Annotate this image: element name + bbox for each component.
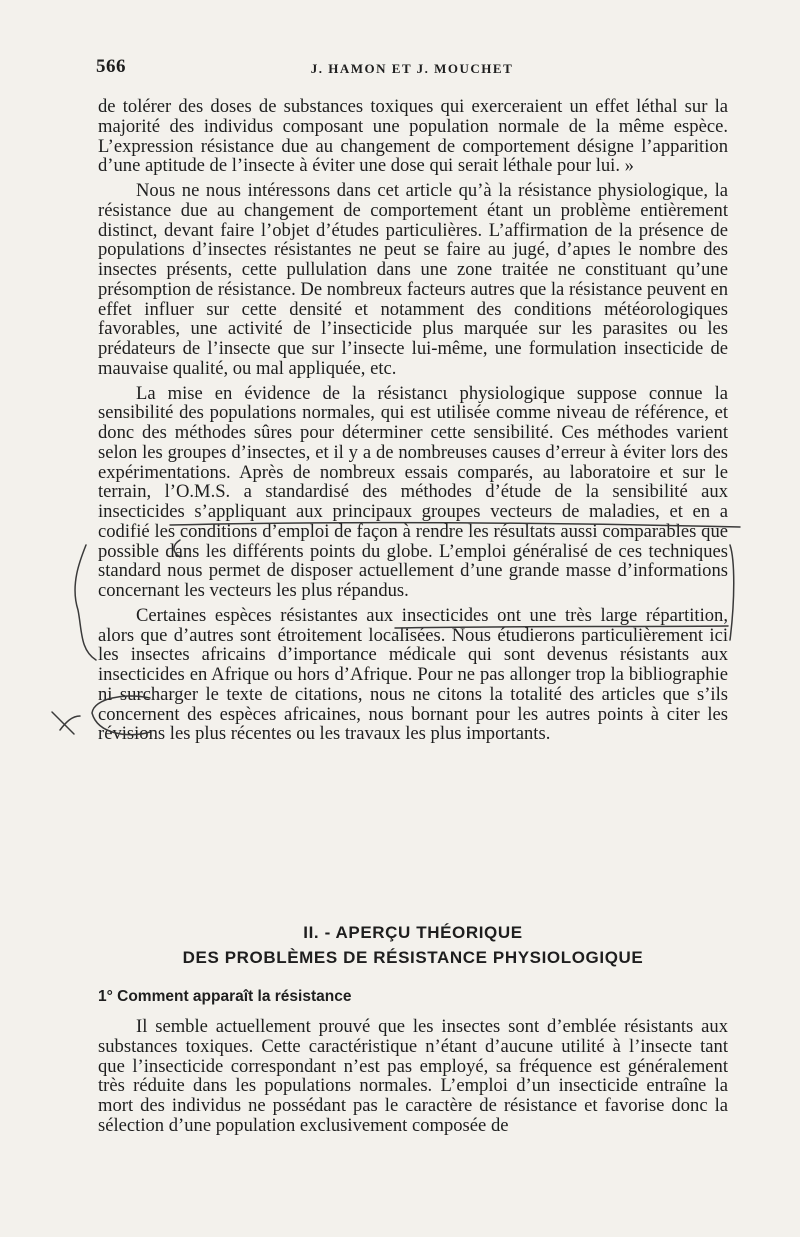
body-text-block [98,97,728,744]
paragraph-how-resistance-appears: Il semble actuellement prouvé que les insectes sont d’emblée résistants aux substances toxiques. Cette caractéristique n’étant d’aucune utilité à l’insecte tant que l’insecticide correspondant n’est pas employé, sa fréquence est généralement très réduite dans les populations normales. L’emploi d’un insecticide entraîne la mort des individus ne possédant pas le caractère de résistance et favorise donc la sélection d’une population exclusivement composée de [98,1016,728,1136]
paragraph-sensitivity-methods: La mise en évidence de la résistancι physiologique suppose connue la sensibilité des populations normales, qui est utilisée comme niveau de référence, et donc des méthodes sûres pour déterminer cette sensibilité. Ces méthodes varient selon les groupes d’insectes, et il y a de nombreuses causes d’erreur à éviter lors des expérimentations. Après de nombreux essais comparés, au laboratoire et sur le terrain, l’O.M.S. a standardisé des méthodes d’étude de la sensibilité aux insecticides s’appliquant aux principaux groupes vecteurs de maladies, et en a codifié les conditions d’emploi de façon à rendre les résultats aussi comparables que possible dans les différents points du globe. L’emploi généralisé de ces techniques standard nous permet de disposer actuellement d’une grande masse d’informations concernant les vecteurs les plus répandus. [98,382,728,601]
page-header [96,56,728,84]
pencil-bracket-right [730,545,734,640]
body-text-block-2 [98,1017,728,1136]
subsection-heading: 1° Comment apparaît la résistance [98,988,352,1005]
pencil-bracket-curve [75,545,96,660]
section-heading-line-2: DES PROBLÈMES DE RÉSISTANCE PHYSIOLOGIQUE [182,948,644,967]
paragraph-physiological-resistance: Nous ne nous intéressons dans cet article qu’à la résistance physiologique, la résistance due au changement de comportement étant un problème entièrement distinct, devant faire l’objet d’études particulières. L’affirmation de la présence de populations d’insectes résistantes ne peut se faire au jugé, d’apιes le nombre des insectes présents, cette pullulation dans une zone traitée ne constituant qu’une présomption de résistance. De nombreux facteurs autres que la résistance peuvent en effet influer sur cette densité et notamment des conditions météorologiques favorables, une activité de l’insecticide plus marquée sur les parasites ou les prédateurs de l’insecte que sur l’insecte lui-même, une formulation insecticide de mauvaise qualité, ou mal appliquée, etc. [98,180,728,379]
section-heading-line-1: II. - APERÇU THÉORIQUE [303,923,523,942]
running-head: J. HAMON ET J. MOUCHET [310,61,514,76]
margin-mark-x [52,712,80,734]
paragraph-distribution: Certaines espèces résistantes aux insecticides ont une très large répartition, alors que d’autres sont étroitement localisées. Nous étudierons particulièrement ici les insectes africains d’importance médicale qui sont devenus résistants aux insecticides en Afrique ou hors d’Afrique. Pour ne pas allonger trop la bibliographie ni surcharger le texte de citations, nous ne citons la totalité des articles que s’ils concernent des espèces africaines, nous bornant pour les autres points à citer les révisions les plus récentes ou les travaux les plus importants. [98,604,728,745]
page-number: 566 [96,56,126,77]
paragraph-continuation: de tolérer des doses de substances toxiques qui exerceraient un effet léthal sur la majorité des individus composant une population normale de la même espèce. L’expression résistance due au changement de comportement désigne l’apparition d’une aptitude de l’insecte à éviter une dose qui serait léthale pour lui. » [98,96,728,177]
